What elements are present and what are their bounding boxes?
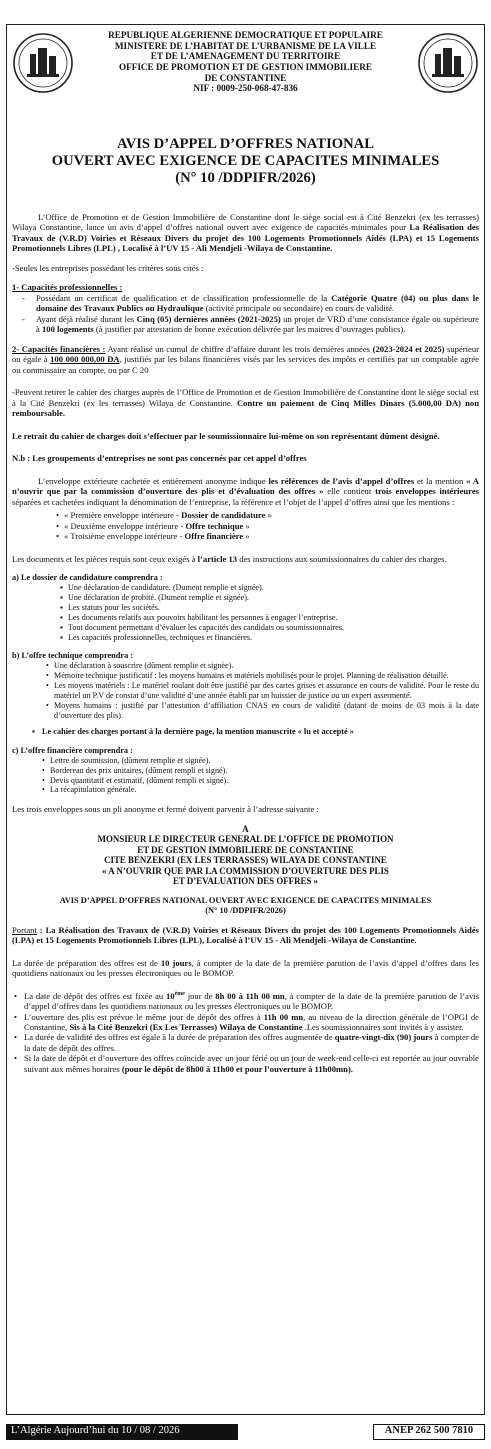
envelope-item: • « Deuxième enveloppe intérieure - Offre technique » [56, 520, 250, 531]
duration-text: La durée de préparation des offres est de [12, 957, 161, 968]
final-text: La date de dépôt des offres est fixée au [24, 990, 166, 1001]
list-item: • Mémoire technique justificatif : les moyens humains et matériels mobilisés pour le projet. Planning de réalisation détaillé. [46, 671, 449, 681]
list-item: ▪ Les documents relatifs aux pouvoirs habilitant les personnes à engager l’entreprise. [60, 612, 338, 622]
header-line: REPUBLIQUE ALGERIENNE DEMOCRATIQUE ET POPULAIRE [108, 30, 383, 40]
list-item: • La récapitulation générale. [42, 785, 137, 795]
env-item-text: « Troisième enveloppe intérieure - [64, 531, 185, 542]
list-item-text: Une déclaration de candidature. (Dument remplie et signée). [68, 583, 264, 593]
list-item: ▪ Une déclaration de probité. (Dument remplie et signée). [60, 593, 249, 603]
withdraw-paragraph [12, 387, 479, 418]
env-item-text: » [243, 520, 250, 531]
final-item: • La durée de validité des offres est égale à la durée de préparation des offres augmentée de quatre-vingt-dix (90) jours à compter de la date de dépôt des offres. [14, 1032, 480, 1053]
envelope-item: • « Première enveloppe intérieure - Dossier de candidature » [56, 510, 272, 521]
envelope-item: • « Troisième enveloppe intérieure - Offre financière » [56, 531, 250, 542]
list-item: • Bordereau des prix unitaires, (dûment rempli et signé). [42, 765, 228, 775]
item-bold: Cinq (05) dernières années (2021-2025) [136, 313, 281, 324]
dossier-section [12, 573, 479, 642]
portant-label: Portant [12, 924, 37, 935]
final-text: La durée de validité des offres est égale à la durée de préparation des offres augmentée de [24, 1032, 335, 1043]
repeat-title [12, 896, 479, 916]
technique-note-text: Le cahier des charges portant à la dernière page, la mention manuscrite « lu et accepté » [42, 726, 354, 736]
list-item-text: Devis quantitatif et estimatif, (dûment rempli et signé). [50, 775, 229, 785]
dossier-heading: a) Le dossier de candidature comprendra : [12, 573, 163, 583]
header-line: MINISTERE DE L’HABITAT DE L’URBANISME DE LA VILLE [114, 40, 377, 51]
env-item-text: » [243, 531, 250, 542]
final-text: , à compter de la date de la première parution de l’avis d’appel d’offres dans les quotidiens nationaux ou les presses électroniques ou le BOMOP. [24, 990, 480, 1012]
env-text: elle contient [323, 486, 376, 497]
address-line: « A N’OUVRIR QUE PAR LA COMMISSION D’OUVERTURE DES PLIS [102, 865, 389, 876]
final-list [12, 991, 479, 1075]
anep-reference: ANEP 262 500 7810 [373, 1424, 485, 1440]
delivery-address [12, 824, 479, 887]
list-item-text: Moyens humains : justifié par l’attestation d’affiliation CNAS en cours de validité (datant de moins de 03 mois à la date d’ouverture des plis). [54, 700, 479, 720]
list-item: • Lettre de soumission, (dûment remplie et signée). [42, 755, 211, 765]
project-object: La Réalisation des Travaux de (V.R.D) Voiries et Réseaux Divers du projet des 100 Logements Promotionnels Aidés (LPA) et 15 Logements Promotionnels Libres (LPL) , Localisé à l’UV 15 - Ali Mendjeli -Wilaya de Constantine. [12, 222, 480, 254]
address-line: CITE BENZEKRI (EX LES TERRASSES) WILAYA DE CONSTANTINE [104, 855, 387, 866]
header-nif: NIF : 0009-250-068-47-836 [193, 83, 298, 94]
item-bold: Catégorie Quatre (04) ou plus dans le domaine des Travaux Publics ou Hydraulique [36, 292, 479, 314]
final-item: • Si la date de dépôt et d’ouverture des offres coïncide avec un jour férié ou un jour de week-end celle-ci est reportée au jour ouvrable suivant aux mêmes horaires (pour le dépôt de 8h00 à 11h00 et pour l’ouverture à 11h00mn). [14, 1053, 479, 1074]
list-item-text: La récapitulation générale. [50, 785, 137, 795]
send-intro-text: Les trois enveloppes sous un pli anonyme et fermé doivent parvenir à l’adresse suivante : [12, 804, 319, 815]
technique-note: ▪ Le cahier des charges portant à la dernière page, la mention manuscrite « lu et accepté » [32, 726, 354, 736]
list-item-text: Lettre de soumission, (dûment remplie et signée). [50, 755, 211, 765]
final-bold: 8h 00 à 11h 00 mn [215, 990, 285, 1001]
env-item-text: « Première enveloppe intérieure - [64, 510, 182, 521]
section-professional [12, 282, 479, 334]
intro-paragraph [12, 212, 479, 254]
list-item: • Les moyens matériels : Le matériel roulant doit être justifié par des cartes grises et assurance en cours de validité. Pour le reste du matériel un P.V de constat d’une validité d’une année établi par un huissier de justice ou un expert assermenté. [46, 681, 479, 701]
final-text: Si la date de dépôt et d’ouverture des offres coïncide avec un jour férié ou un jour de week-end celle-ci est reportée au jour ouvrable suivant aux mêmes horaires [24, 1053, 479, 1074]
final-text: , au niveau de la direction générale de l’OPGI de Constantine, [24, 1011, 479, 1032]
opgi-logo-right [417, 32, 479, 94]
final-item: • L’ouverture des plis est prévue le même jour de dépôt des offres à 11h 00 mn, au niveau de la direction générale de l’OPGI de Constantine, Sis à la Cité Benzekri (Ex Les Terrasses) Wilaya de Constantine .Les soumissionnaires sont invités à y assister. [14, 1011, 479, 1032]
header-line: ET DE L’AMENAGEMENT DU TERRITOIRE [150, 51, 341, 62]
section-text: supérieur ou égale à [12, 343, 479, 365]
criteria-intro [12, 263, 479, 273]
address-line: ET D’EVALUATION DES OFFRES » [173, 876, 318, 887]
duration-paragraph [12, 958, 479, 979]
doc-bold: l’article 13 [197, 553, 238, 564]
criteria-item: - Ayant déjà réalisé durant les Cinq (05) dernières années (2021-2025) un projet de VRD d’une consistance égale ou supérieure à 100 logements (à justifier par attestation de bonne exécution délivrée par les maitres d’ouvrages publics). [22, 313, 479, 335]
env-item-bold: Dossier de candidature [181, 510, 266, 521]
title-line: AVIS D’APPEL D’OFFRES NATIONAL [117, 136, 374, 152]
notice-body [12, 212, 479, 1074]
duration-text: , à compter de la date de la première parution de l’avis d’appel d’offres dans les quotidiens nationaux ou les presses électroniques ou le BOMOP. [12, 957, 479, 979]
issuer-header [80, 30, 411, 94]
final-text: jour de [184, 990, 216, 1001]
header-line: OFFICE DE PROMOTION ET DE GESTION IMMOBILIERE [118, 62, 373, 73]
item-text: (activité principale ou secondaire) en cours de validité. [203, 303, 395, 314]
item-bold: 100 logements [41, 324, 94, 335]
final-bold: 10 [166, 990, 175, 1001]
portant-paragraph [12, 925, 479, 946]
list-item-text: Les moyens matériels : Le matériel roulant doit être justifié par des cartes grises et assurance en cours de validité. Pour le reste du matériel un P.V de constat d’une validité d’une année établi par un huissier de justice ou un expert assermenté. [54, 681, 479, 701]
financiere-section [12, 746, 479, 796]
doc-text: des instructions aux soumissionnaires du cahier des charges. [237, 553, 447, 564]
list-item: ▪ Les capacités professionnelles, techniques et financières. [60, 632, 253, 642]
intro-text: L’Office de Promotion et de Gestion Immobilière de Constantine dont le siège social est à Cité Benzekri (ex les terrasses) Wilaya Constantine, lance un avis d’appel d’offres national ouvert avec exigence de capacités minimales pour [12, 212, 479, 233]
final-text: L’ouverture des plis est prévue le même jour de dépôt des offres à [24, 1011, 264, 1022]
withdraw-note [12, 431, 479, 441]
env-item-text: » [265, 510, 272, 521]
env-item-text: « Deuxième enveloppe intérieure - [64, 520, 186, 531]
final-text: à compter de la date de dépôt des offres. [24, 1032, 480, 1053]
list-item-text: Bordereau des prix unitaires, (dûment rempli et signé). [50, 765, 228, 775]
portant-text: : La Réalisation des Travaux de (V.R.D) Voiries et Réseaux Divers du projet des 100 Logements Promotionnels Aidés (LPA) et 15 Logements Promotionnels Libres (LPL), Localisé à l’UV 15 - Ali Mendjeli -Wilaya de Constantine. [12, 924, 479, 946]
newspaper-date-banner: L’Algérie Aujourd’hui du 10 / 08 / 2026 [6, 1424, 238, 1440]
repeat-title-line: (N° 10 /DDPIFR/2026) [205, 905, 286, 915]
list-item-text: Les statuts pour les sociétés. [68, 602, 160, 612]
nb-text: N.b : Les groupements d’entreprises ne sont pas concernés par cet appel d’offres [12, 453, 307, 464]
env-text: L’enveloppe extérieure cachetée et entièrement anonyme indique [38, 475, 269, 486]
env-bold: trois enveloppes intérieures [375, 486, 479, 497]
section-bold: (2023-2024 et 2025) [372, 343, 445, 354]
title-line: OUVERT AVEC EXIGENCE DE CAPACITES MINIMALES [51, 153, 440, 170]
section-financial [12, 344, 479, 375]
list-item-text: Tout document permettant d’évaluer les capacités des candidats ou soumissionnaires. [68, 622, 344, 632]
technique-heading: b) L’offre technique comprendra : [12, 651, 134, 661]
turnover-amount: 100 000 000,00 DA [50, 354, 120, 365]
documents-paragraph [12, 554, 479, 564]
address-line: MONSIEUR LE DIRECTEUR GENERAL DE L’OFFICE DE PROMOTION [97, 834, 394, 845]
repeat-title-line: AVIS D’APPEL D’OFFRES NATIONAL OUVERT AVEC EXIGENCE DE CAPACITES MINIMALES [59, 895, 432, 905]
item-text: Possédant un certificat de qualification et de classification professionnelle de la [36, 292, 332, 303]
list-item-text: Les capacités professionnelles, techniques et financières. [68, 632, 253, 642]
envelope-list [12, 510, 479, 541]
list-item: ▪ Une déclaration de candidature. (Dument remplie et signée). [60, 583, 264, 593]
financiere-heading: c) L’offre financière comprendra : [12, 745, 133, 755]
notice-title [14, 136, 477, 188]
final-bold: quatre-vingt-dix (90) jours [334, 1032, 433, 1043]
final-bold: Sis à la Cité Benzekri (Ex Les Terrasses) Wilaya de Constantine [69, 1021, 303, 1032]
section-heading: 2- Capacités financières : [12, 343, 106, 354]
criteria-intro-text: -Seules les entreprises possédant les critères sous cités : [12, 262, 204, 273]
list-item-text: Une déclaration de probité. (Dument remplie et signée). [68, 593, 249, 603]
opgi-logo-left [12, 32, 74, 94]
list-item: ▪ Tout document permettant d’évaluer les capacités des candidats ou soumissionnaires. [60, 622, 344, 632]
section-text: , justifiés par les bilans financières visés par les services des impôts et certifiés par un comptable agrée ou commissaire au compte, ou par C 20 [12, 354, 480, 375]
send-intro [12, 804, 479, 814]
list-item: • Une déclaration à souscrire (dûment remplie et signée). [46, 661, 234, 671]
final-sup: ème [174, 990, 185, 997]
env-text: et la mention [414, 475, 467, 486]
list-item: • Moyens humains : justifié par l’attestation d’affiliation CNAS en cours de validité (datant de moins de 03 mois à la date d’ouverture des plis). [46, 700, 479, 720]
technique-section [12, 651, 479, 736]
address-line: ET DE GESTION IMMOBILIERE DE CONSTANTINE [137, 844, 354, 855]
item-text: (à justifier par attestation de bonne exécution délivrée par les maitres d’ouvrages publics). [93, 324, 406, 335]
doc-text: Les documents et les pièces requis sont ceux exigés à [12, 553, 198, 564]
item-text: Ayant déjà réalisé durant les [36, 313, 137, 324]
env-bold: « A n’ouvrir que par la commission d’ouverture des plis et d’évaluation des offres » [12, 475, 479, 497]
section-heading: 1- Capacités professionnelles : [12, 282, 123, 293]
title-line: (N° 10 /DDPIFR/2026) [175, 170, 316, 187]
list-item-text: Une déclaration à souscrire (dûment remplie et signée). [54, 661, 234, 671]
final-item: • La date de dépôt des offres est fixée au 10ème jour de 8h 00 à 11h 00 mn, à compter de la date de la première parution de l’avis d’appel d’offres dans les quotidiens nationaux ou les presses électroniques ou le BOMOP. [14, 990, 480, 1012]
list-item-text: Les documents relatifs aux pouvoirs habilitant les personnes à engager l’entreprise. [68, 612, 338, 622]
list-item: ▪ Les statuts pour les sociétés. [60, 602, 160, 612]
withdraw-note-text: Le retrait du cahier de charges doit s’effectuer par le soumissionnaire lui-même ou son représentant dûment désigné. [12, 430, 440, 441]
final-bold: (pour le dépôt de 8h00 à 11h00 et pour l’ouverture à 11h00mn). [121, 1063, 353, 1074]
env-item-bold: Offre financière [184, 531, 244, 542]
envelope-paragraph [12, 476, 479, 507]
list-item-text: Mémoire technique justificatif : les moyens humains et matériels mobilisés pour le projet. Planning de réalisation détaillé. [54, 671, 449, 681]
final-bold: 11h 00 mn [263, 1011, 304, 1022]
header-line: DE CONSTANTINE [204, 72, 287, 83]
duration-days: 10 jours [160, 957, 192, 968]
withdraw-text: -Peuvent retirer le cahier des charges auprès de l’Office de Promotion et de Gestion Immobilière de Constantine dont le siège social est à la Cité Benzekri (ex les terrasses) Wilaya de Constantine. [12, 387, 479, 408]
env-bold: les références de l’avis d’appel d’offres [268, 475, 415, 486]
withdraw-fee: Contre un paiement de Cinq Milles Dinars (5.000,00 DA) non remboursable. [12, 397, 479, 419]
env-text: séparées et cachetées indiquant la dénomination de l’entreprise, la référence et l’objet de l’appel d’offres ainsi que les mentions : [12, 496, 455, 507]
env-item-bold: Offre technique [185, 520, 244, 531]
final-text: .Les soumissionnaires sont invités à y assister. [302, 1021, 464, 1032]
item-text: un projet de VRD d’une consistance égale ou supérieure à [36, 313, 479, 335]
address-line: A [242, 823, 249, 834]
criteria-item: - Possédant un certificat de qualification et de classification professionnelle de la Catégorie Quatre (04) ou plus dans le domaine des Travaux Publics ou Hydraulique (activité principale ou secondaire) en cours de validité. [22, 292, 479, 314]
section-text: Ayant réalisé un cumul de chiffre d’affaire durant les trois dernières années [105, 343, 373, 354]
nb-note [12, 453, 479, 463]
list-item: • Devis quantitatif et estimatif, (dûment rempli et signé). [42, 775, 229, 785]
